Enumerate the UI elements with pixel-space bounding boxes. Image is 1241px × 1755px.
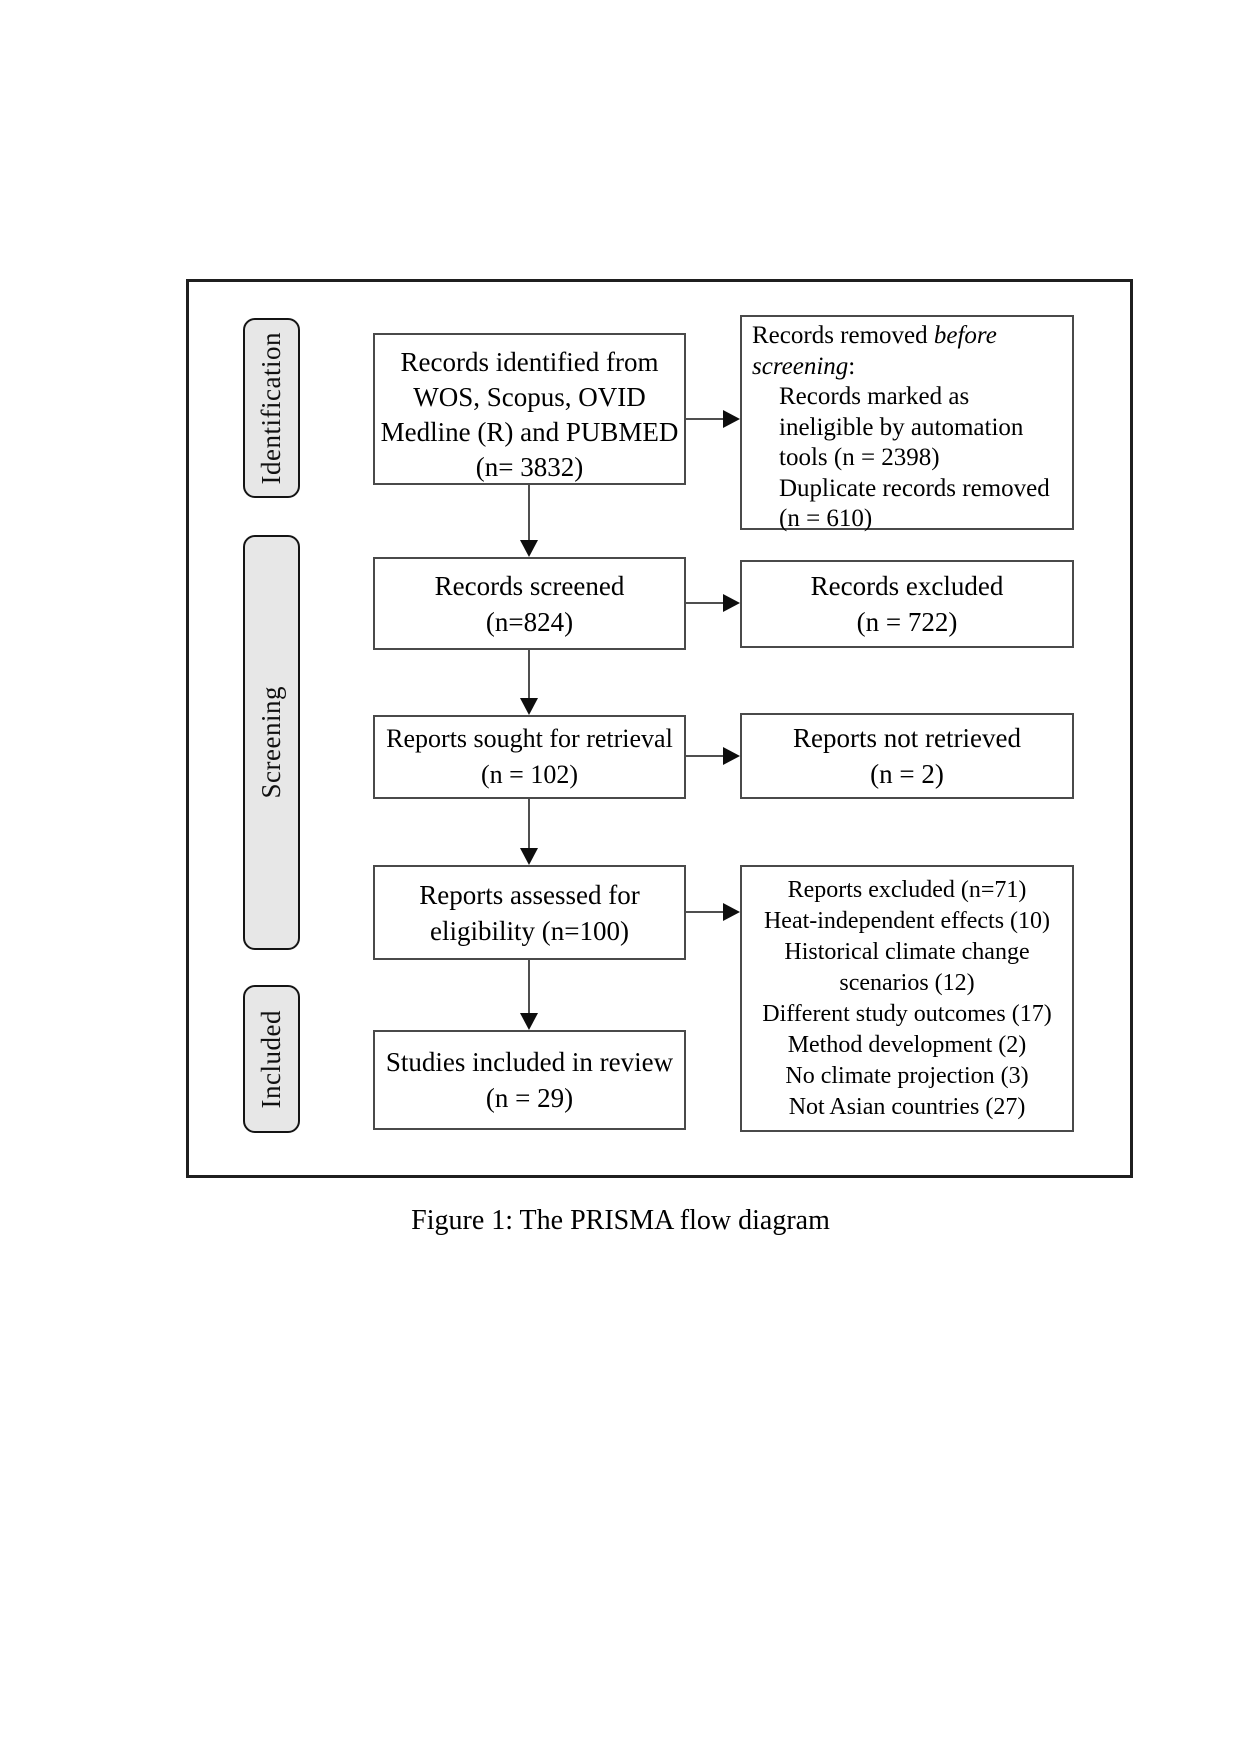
box-records-removed-line (752, 352, 1064, 383)
right-arrow-shaft-sought-to-not-retrieved (686, 755, 725, 757)
stage-label-identification-text: Identification (256, 331, 286, 485)
right-arrow-shaft-identified-to-removed (686, 418, 725, 420)
box-reports-excluded-line: Not Asian countries (27) (788, 1094, 1026, 1120)
box-reports-assessed-line: eligibility (n=100) (430, 915, 629, 946)
records-removed-text: Records removed (752, 322, 934, 349)
down-arrow-shaft-identified-to-screened (528, 485, 530, 542)
right-arrow-head-icon (723, 747, 740, 765)
right-arrow-head-icon (723, 903, 740, 921)
box-records-excluded-line: (n = 722) (856, 607, 958, 637)
box-records-removed-item: ineligible by automation (779, 413, 1024, 441)
figure-caption: Figure 1: The PRISMA flow diagram (411, 1205, 830, 1236)
box-studies-included-line: Studies included in review (385, 1047, 674, 1077)
box-records-removed-before-screening (740, 315, 1074, 530)
right-arrow-shaft-assessed-to-reports-excluded (686, 911, 725, 913)
box-records-screened-line: Records screened (434, 570, 625, 601)
down-arrow-head-icon (520, 698, 538, 715)
box-records-identified-line: Records identified from (400, 347, 659, 377)
box-reports-excluded-line: Different study outcomes (17) (762, 1001, 1052, 1027)
stage-label-screening (243, 535, 300, 950)
box-records-identified-line: (n= 3832) (475, 452, 584, 482)
box-records-excluded-line: Records excluded (810, 571, 1004, 601)
box-records-identified-line: WOS, Scopus, OVID (413, 382, 646, 412)
right-arrow-head-icon (723, 594, 740, 612)
right-arrow-shaft-screened-to-excluded (686, 602, 725, 604)
box-records-removed-line (752, 321, 1064, 352)
box-records-removed-item: tools (n = 2398) (779, 444, 940, 471)
stage-label-screening-text: Screening (256, 686, 286, 799)
box-reports-sought-line: (n = 102) (481, 760, 578, 789)
records-removed-text: : (848, 352, 856, 380)
box-reports-excluded-line: Heat-independent effects (10) (763, 908, 1051, 934)
box-reports-sought (373, 715, 686, 799)
down-arrow-head-icon (520, 848, 538, 865)
box-reports-not-retrieved-line: (n = 2) (870, 759, 944, 789)
down-arrow-shaft-sought-to-assessed (528, 799, 530, 850)
box-reports-excluded-line: Method development (2) (787, 1032, 1027, 1058)
box-reports-excluded-line: scenarios (12) (839, 970, 975, 996)
box-reports-excluded-line: Historical climate change (784, 939, 1030, 965)
box-reports-not-retrieved (740, 713, 1074, 799)
box-records-identified-line: Medline (R) and PUBMED (380, 417, 679, 447)
down-arrow-head-icon (520, 1013, 538, 1030)
box-records-removed-item: Duplicate records removed (779, 474, 1050, 502)
box-records-removed-item: (n = 610) (779, 505, 873, 532)
box-records-screened (373, 557, 686, 650)
box-reports-excluded-line: Reports excluded (n=71) (787, 877, 1027, 903)
box-reports-excluded-line: No climate projection (3) (785, 1063, 1029, 1089)
down-arrow-shaft-assessed-to-included (528, 960, 530, 1015)
down-arrow-head-icon (520, 540, 538, 557)
box-studies-included (373, 1030, 686, 1130)
stage-label-identification (243, 318, 300, 498)
box-records-identified (373, 333, 686, 485)
box-records-screened-line: (n=824) (485, 606, 574, 637)
stage-label-included-text: Included (256, 1009, 286, 1109)
stage-label-included (243, 985, 300, 1133)
box-reports-assessed-line: Reports assessed for (419, 879, 640, 910)
down-arrow-shaft-screened-to-sought (528, 650, 530, 700)
box-records-removed-item: Records marked as (779, 383, 970, 410)
box-reports-excluded (740, 865, 1074, 1132)
records-removed-italic-text: screening (752, 352, 849, 380)
box-reports-not-retrieved-line: Reports not retrieved (793, 723, 1021, 753)
box-records-excluded (740, 560, 1074, 648)
right-arrow-head-icon (723, 410, 740, 428)
records-removed-italic-text: before (933, 322, 997, 349)
box-studies-included-line: (n = 29) (485, 1083, 574, 1113)
box-reports-sought-line: Reports sought for retrieval (386, 724, 673, 753)
box-reports-assessed (373, 865, 686, 960)
